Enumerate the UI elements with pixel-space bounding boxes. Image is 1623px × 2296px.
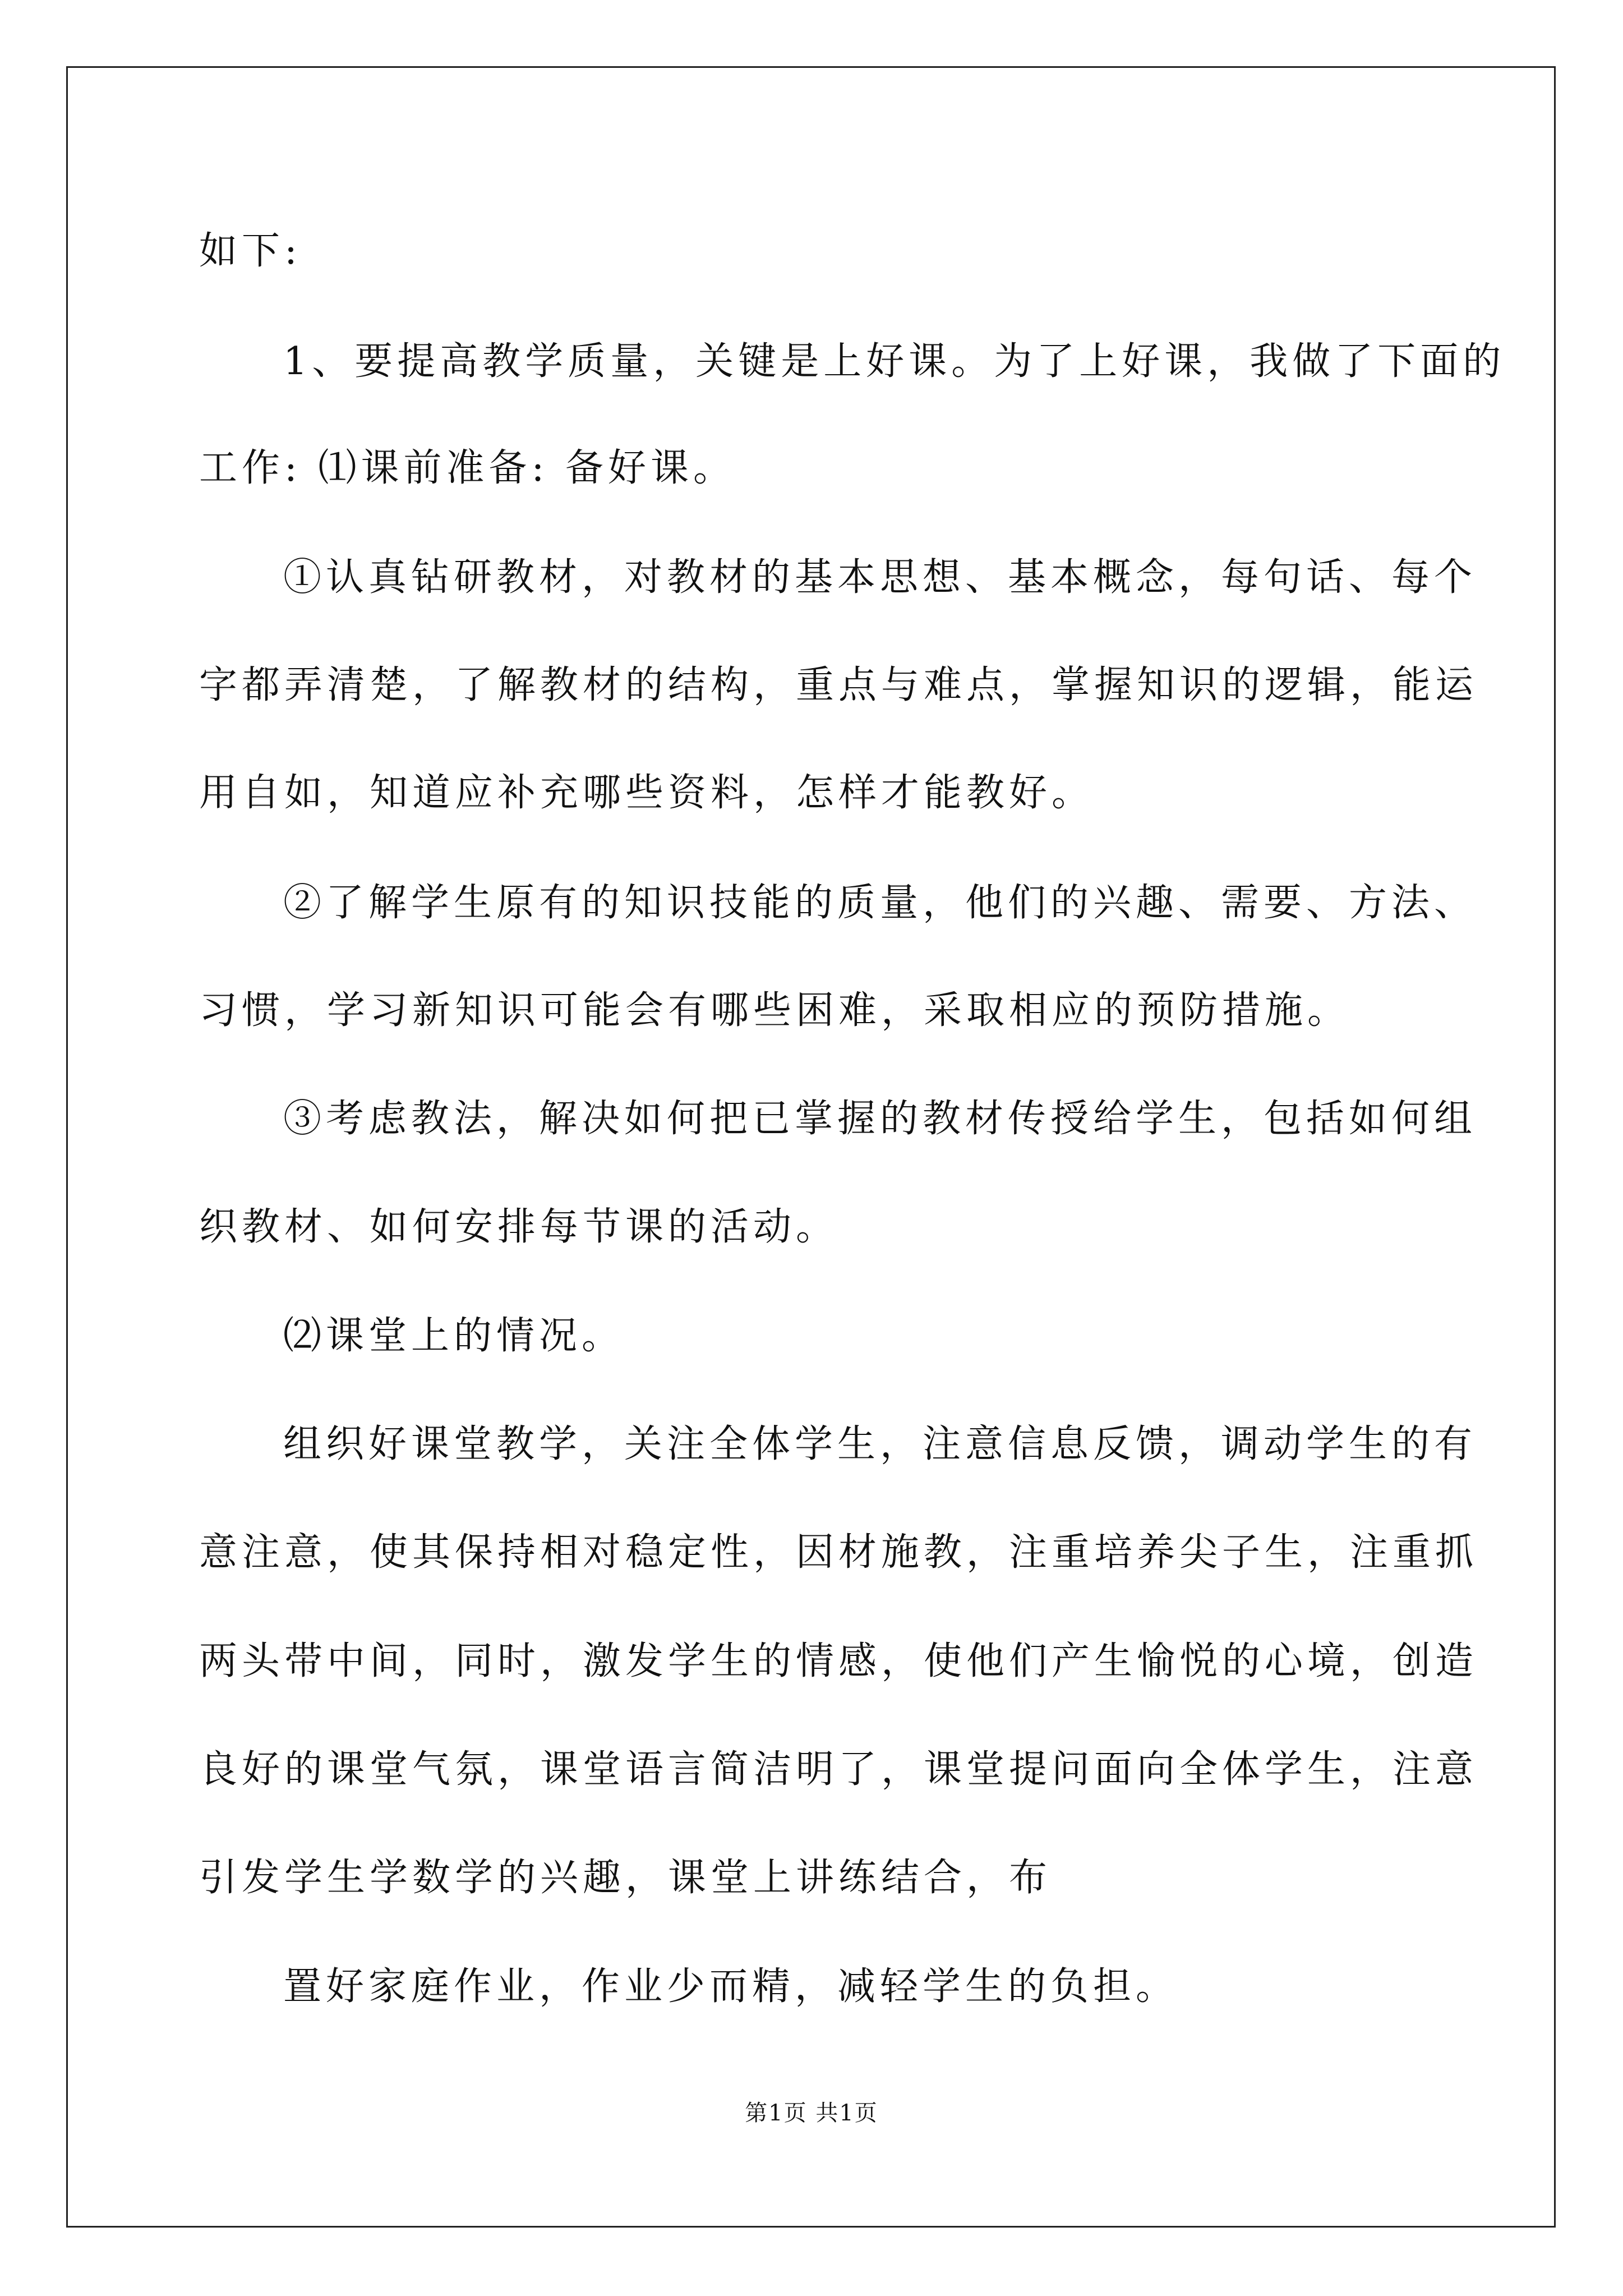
text-line: 引发学生学数学的兴趣，课堂上讲练结合，布	[199, 1856, 1052, 1900]
text-line: ①认真钻研教材，对教材的基本思想、基本概念，每句话、每个	[283, 555, 1477, 600]
text-line: 置好家庭作业，作业少而精，减轻学生的负担。	[283, 1964, 1179, 2009]
text-line: 意注意，使其保持相对稳定性，因材施教，注重培养尖子生，注重抓	[199, 1530, 1478, 1575]
text-line: ③考虑教法，解决如何把已掌握的教材传授给学生，包括如何组	[283, 1097, 1477, 1141]
text-line: 习惯，学习新知识可能会有哪些困难，采取相应的预防措施。	[199, 988, 1350, 1033]
text-line: 织教材、如何安排每节课的活动。	[199, 1205, 839, 1249]
text-line: 如下:	[199, 229, 302, 273]
text-line: 工作: ⑴课前准备: 备好课。	[199, 446, 736, 490]
text-line: ②了解学生原有的知识技能的质量，他们的兴趣、需要、方法、	[283, 881, 1477, 925]
text-line: 1、要提高教学质量，关键是上好课。为了上好课，我做了下面的	[283, 339, 1506, 384]
text-line: 用自如，知道应补充哪些资料，怎样才能教好。	[199, 771, 1095, 815]
page-number-footer: 第1页 共1页	[745, 2100, 878, 2126]
text-line: 字都弄清楚，了解教材的结构，重点与难点，掌握知识的逻辑，能运	[199, 663, 1478, 707]
text-line: 两头带中间，同时，激发学生的情感，使他们产生愉悦的心境，创造	[199, 1639, 1478, 1683]
text-line: 组织好课堂教学，关注全体学生，注意信息反馈，调动学生的有	[283, 1422, 1477, 1466]
text-line: 良好的课堂气氛，课堂语言简洁明了，课堂提问面向全体学生，注意	[199, 1747, 1478, 1792]
page-border	[66, 66, 1556, 2228]
text-line: ⑵课堂上的情况。	[283, 1314, 625, 1358]
